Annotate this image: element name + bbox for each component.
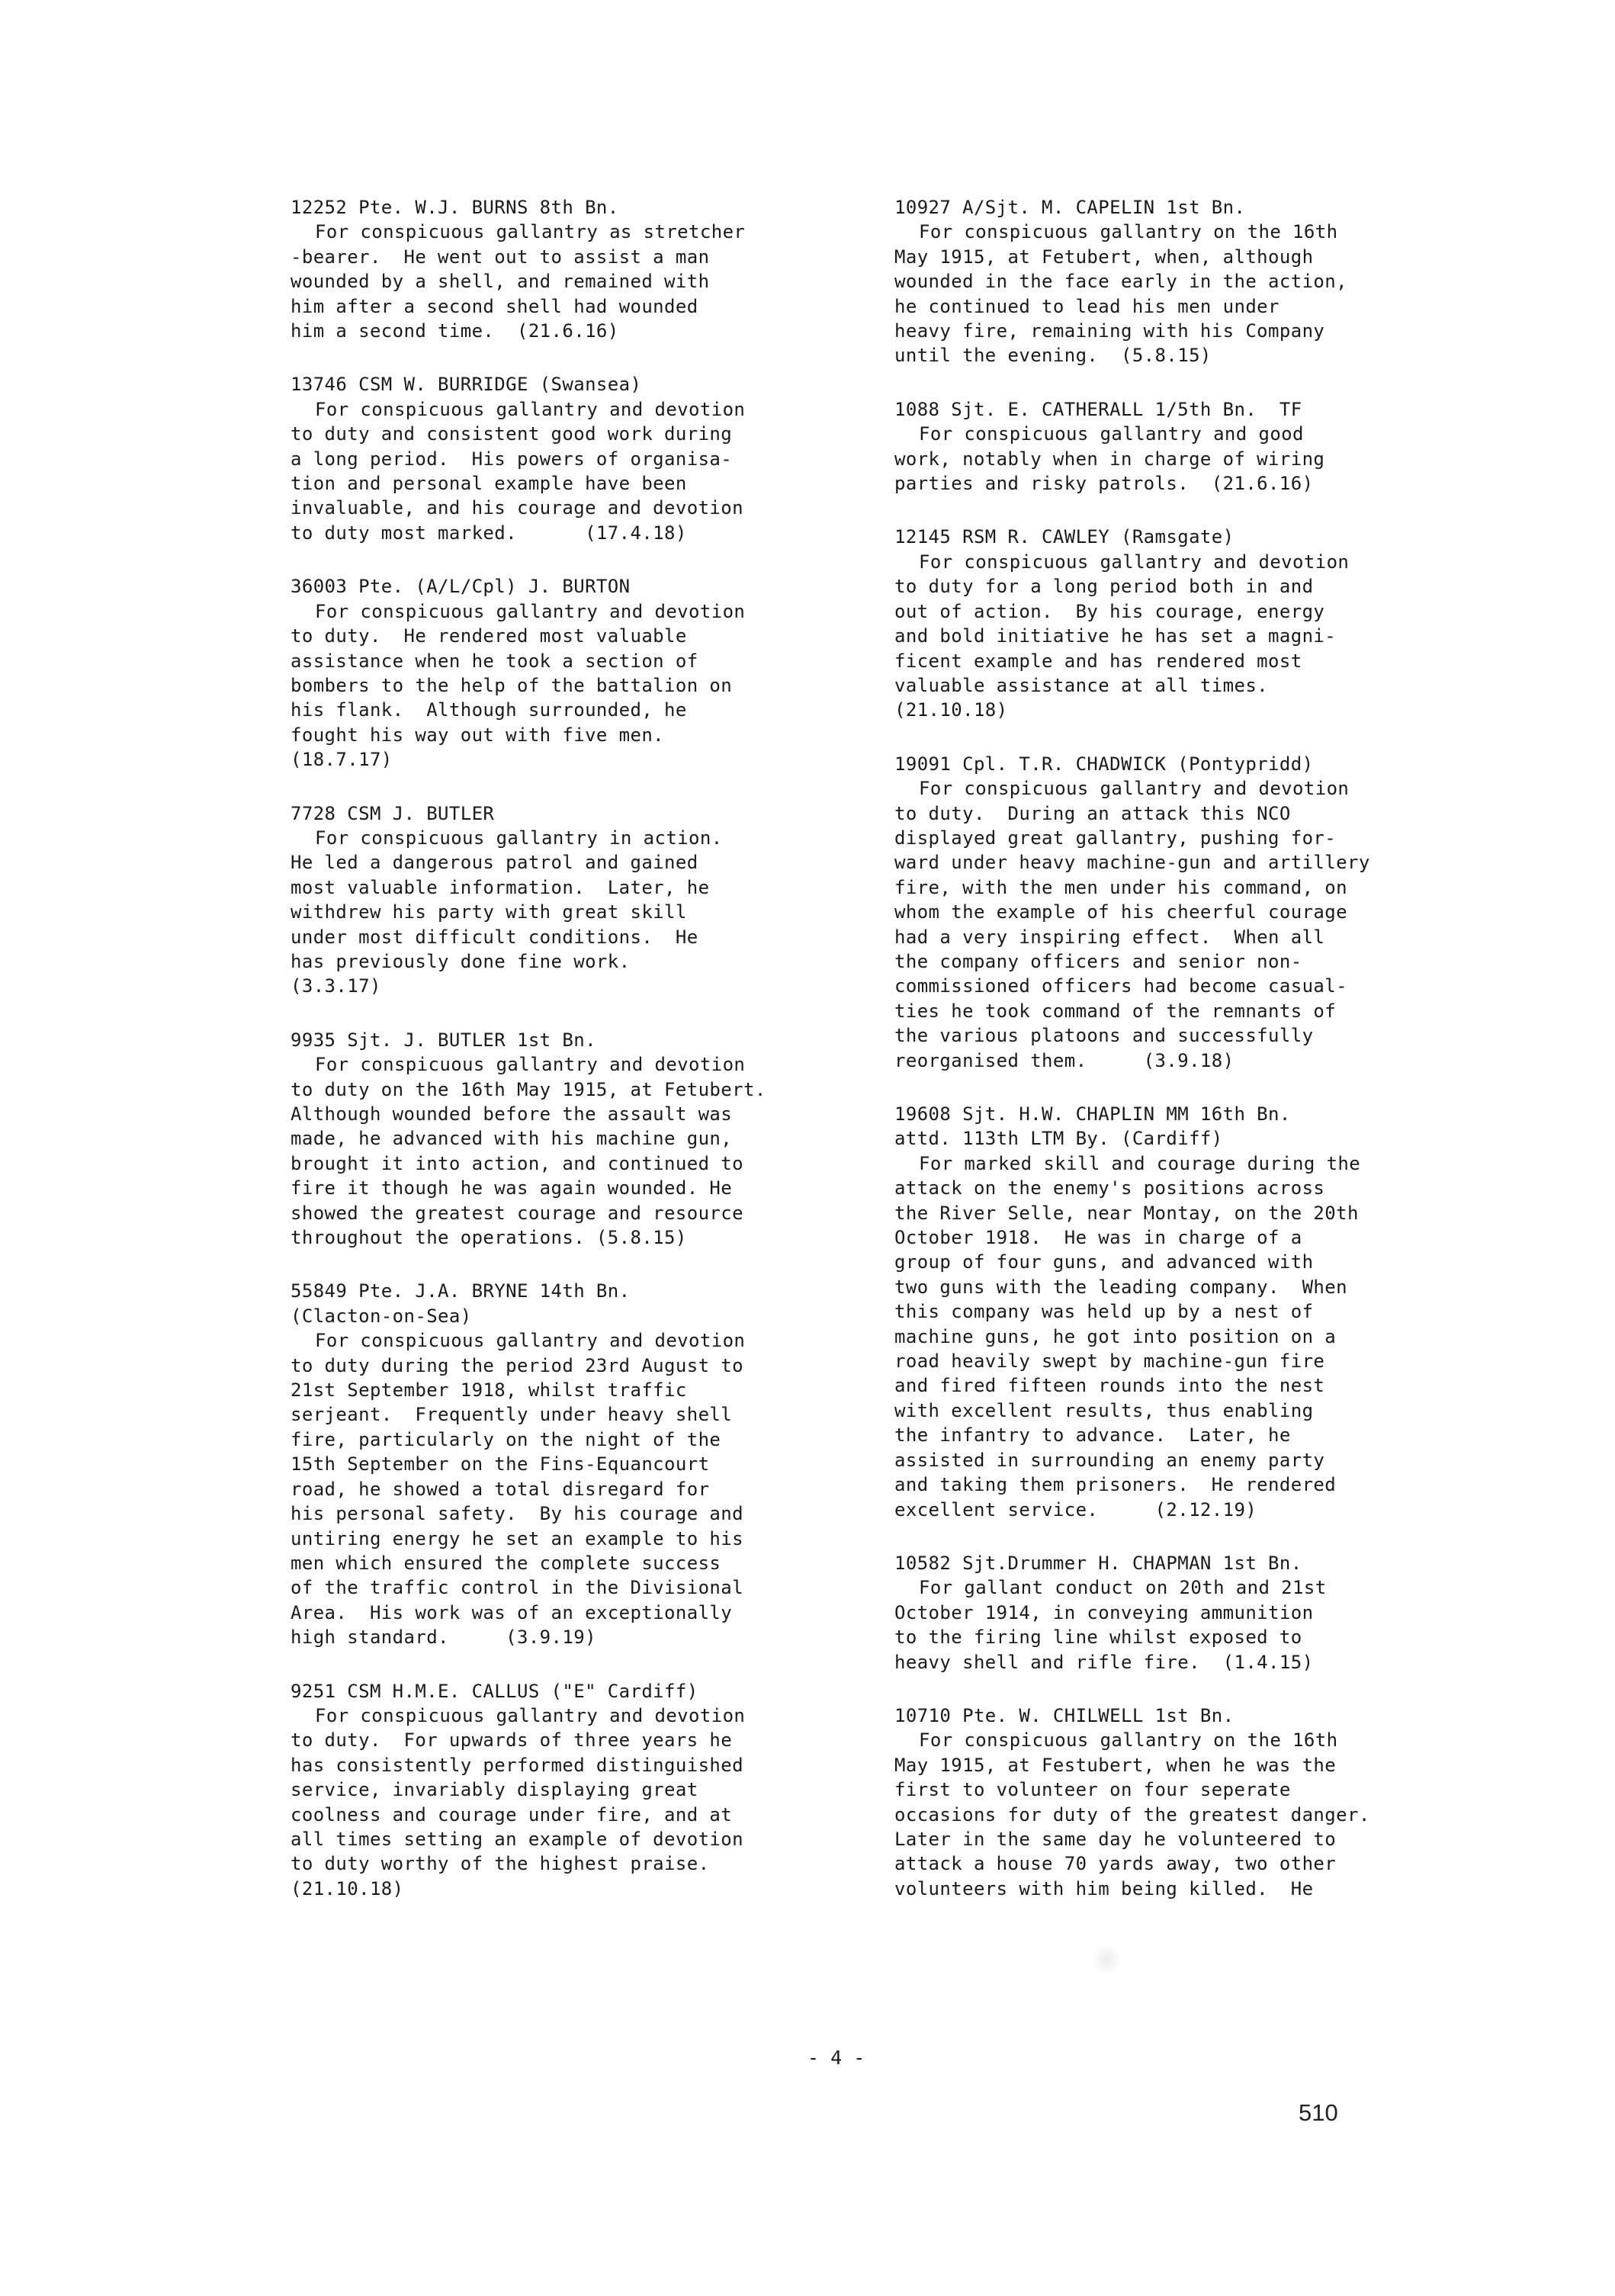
citation-text-line: he continued to lead his men under bbox=[894, 295, 1279, 317]
citation-text-line: whom the example of his cheerful courage bbox=[894, 901, 1347, 923]
citation-text-line: For conspicuous gallantry as stretcher bbox=[315, 221, 746, 243]
citation-heading: 9935 Sjt. J. BUTLER 1st Bn. bbox=[291, 1029, 596, 1051]
citation-text-line: coolness and courage under fire, and at bbox=[291, 1803, 733, 1826]
citation-text-line: For conspicuous gallantry on the 16th bbox=[919, 221, 1338, 243]
citation-heading: 10927 A/Sjt. M. CAPELIN 1st Bn. bbox=[894, 197, 1246, 218]
citation-heading: 13746 CSM W. BURRIDGE (Swansea) bbox=[291, 374, 642, 396]
citation-entry bbox=[291, 195, 870, 343]
citation-text-line: commissioned officers had become casual- bbox=[894, 975, 1347, 997]
citation-text-line: attack on the enemy's positions across bbox=[894, 1177, 1325, 1199]
citation-text-line: occasions for duty of the greatest danger. bbox=[894, 1803, 1370, 1826]
citation-text-line: bombers to the help of the battalion on bbox=[291, 674, 733, 696]
citation-text-line: fire, particularly on the night of the bbox=[291, 1428, 721, 1450]
citation-text-line: to duty for a long period both in and bbox=[894, 576, 1314, 598]
citation-text-line: ties he took command of the remnants of bbox=[894, 1000, 1337, 1022]
citation-text-line: of the traffic control in the Divisional bbox=[291, 1577, 743, 1599]
citation-text-line: group of four guns, and advanced with bbox=[894, 1251, 1314, 1273]
citation-text-line: fought his way out with five men. bbox=[291, 724, 665, 746]
citation-text-line: For conspicuous gallantry on the 16th bbox=[919, 1729, 1338, 1752]
citation-text-line: the River Selle, near Montay, on the 20th bbox=[894, 1202, 1359, 1224]
citation-entry bbox=[291, 801, 870, 999]
citation-text-line: fire it though he was again wounded. He bbox=[291, 1177, 733, 1199]
citation-text-line: to duty. He rendered most valuable bbox=[291, 625, 687, 647]
citation-text-line: Area. His work was of an exceptionally bbox=[291, 1601, 733, 1623]
citation-text-line: 15th September on the Fins-Equancourt bbox=[291, 1453, 710, 1476]
citation-text-line: a long period. His powers of organisa- bbox=[291, 448, 733, 470]
citation-text-line: two guns with the leading company. When bbox=[894, 1276, 1347, 1298]
citation-heading: 19608 Sjt. H.W. CHAPLIN MM 16th Bn. bbox=[894, 1103, 1291, 1125]
citation-heading: attd. 113th LTM By. (Cardiff) bbox=[894, 1128, 1223, 1150]
citation-text-line: excellent service. (2.12.19) bbox=[894, 1498, 1257, 1520]
citation-text-line: For marked skill and courage during the bbox=[919, 1152, 1361, 1174]
left-column bbox=[291, 195, 870, 1930]
citation-text-line: ficent example and has rendered most bbox=[894, 650, 1302, 672]
citation-entry bbox=[291, 1679, 870, 1902]
citation-heading: 10582 Sjt.Drummer H. CHAPMAN 1st Bn. bbox=[894, 1552, 1302, 1574]
citation-text-line: and bold initiative he has set a magni- bbox=[894, 625, 1337, 647]
citation-text-line: high standard. (3.9.19) bbox=[291, 1626, 596, 1649]
citation-text-line: to duty worthy of the highest praise. bbox=[291, 1853, 710, 1875]
citation-text-line: out of action. By his courage, energy bbox=[894, 600, 1325, 622]
citation-text-line: October 1918. He was in charge of a bbox=[894, 1227, 1302, 1249]
citation-entry bbox=[291, 1028, 870, 1251]
citation-text-line: (21.10.18) bbox=[894, 699, 1008, 721]
citation-text-line: has consistently performed distinguished bbox=[291, 1754, 743, 1776]
citation-text-line: parties and risky patrols. (21.6.16) bbox=[894, 473, 1314, 495]
citation-entry bbox=[894, 195, 1474, 368]
citation-text-line: May 1915, at Fetubert, when, although bbox=[894, 246, 1314, 268]
citation-text-line: this company was held up by a nest of bbox=[894, 1301, 1314, 1323]
citation-entry bbox=[291, 1279, 870, 1649]
citation-text-line: had a very inspiring effect. When all bbox=[894, 926, 1325, 948]
citation-text-line: tion and personal example have been bbox=[291, 473, 687, 495]
citation-text-line: Later in the same day he volunteered to bbox=[894, 1828, 1337, 1850]
citation-text-line: wounded by a shell, and remained with bbox=[291, 271, 710, 293]
citation-heading: 1088 Sjt. E. CATHERALL 1/5th Bn. TF bbox=[894, 398, 1302, 420]
citation-text-line: withdrew his party with great skill bbox=[291, 901, 687, 923]
citation-text-line: has previously done fine work. bbox=[291, 950, 631, 972]
citation-heading: 7728 CSM J. BUTLER bbox=[291, 802, 495, 824]
citation-text-line: wounded in the face early in the action, bbox=[894, 271, 1347, 293]
citation-heading: 19091 Cpl. T.R. CHADWICK (Pontypridd) bbox=[894, 753, 1314, 775]
citation-text-line: men which ensured the complete success bbox=[291, 1552, 721, 1574]
citation-text-line: under most difficult conditions. He bbox=[291, 926, 698, 948]
citation-text-line: displayed great gallantry, pushing for- bbox=[894, 827, 1337, 849]
citation-text-line: to duty on the 16th May 1915, at Fetubert. bbox=[291, 1078, 766, 1100]
citation-text-line: valuable assistance at all times. bbox=[894, 674, 1269, 696]
citation-text-line: untiring energy he set an example to his bbox=[291, 1527, 743, 1549]
citation-text-line: October 1914, in conveying ammunition bbox=[894, 1601, 1314, 1623]
citation-text-line: -bearer. He went out to assist a man bbox=[291, 246, 710, 268]
citation-entry bbox=[894, 525, 1474, 722]
citation-entry bbox=[894, 1102, 1474, 1522]
citation-text-line: the various platoons and successfully bbox=[894, 1025, 1314, 1047]
citation-text-line: For conspicuous gallantry and devotion bbox=[315, 1330, 746, 1352]
citation-text-line: with excellent results, thus enabling bbox=[894, 1399, 1314, 1421]
citation-text-line: For conspicuous gallantry and devotion bbox=[315, 1054, 746, 1076]
citation-heading: 36003 Pte. (A/L/Cpl) J. BURTON bbox=[291, 576, 631, 598]
citation-text-line: serjeant. Frequently under heavy shell bbox=[291, 1404, 733, 1426]
citation-heading: 12252 Pte. W.J. BURNS 8th Bn. bbox=[291, 197, 619, 218]
citation-text-line: Although wounded before the assault was bbox=[291, 1103, 733, 1125]
citation-text-line: him a second time. (21.6.16) bbox=[291, 320, 619, 342]
citation-heading: 9251 CSM H.M.E. CALLUS ("E" Cardiff) bbox=[291, 1680, 698, 1702]
citation-entry bbox=[291, 372, 870, 545]
citation-text-line: assisted in surrounding an enemy party bbox=[894, 1449, 1325, 1471]
citation-entry bbox=[894, 1704, 1474, 1901]
citation-text-line: road heavily swept by machine-gun fire bbox=[894, 1350, 1325, 1373]
citation-text-line: ward under heavy machine-gun and artillery bbox=[894, 852, 1370, 874]
citation-entry bbox=[894, 752, 1474, 1073]
citation-text-line: For gallant conduct on 20th and 21st bbox=[919, 1577, 1327, 1599]
citation-text-line: work, notably when in charge of wiring bbox=[894, 448, 1325, 470]
citation-text-line: the company officers and senior non- bbox=[894, 950, 1302, 972]
citation-heading: (Clacton-on-Sea) bbox=[291, 1305, 472, 1327]
right-column bbox=[894, 195, 1474, 1930]
citation-text-line: to duty most marked. (17.4.18) bbox=[291, 522, 687, 544]
citation-text-line: For conspicuous gallantry and devotion bbox=[919, 778, 1350, 800]
archive-number: 510 bbox=[1299, 2099, 1338, 2126]
citation-text-line: He led a dangerous patrol and gained bbox=[291, 852, 698, 874]
citation-text-line: attack a house 70 yards away, two other bbox=[894, 1853, 1337, 1875]
citation-text-line: made, he advanced with his machine gun, bbox=[291, 1128, 733, 1150]
citation-heading: 55849 Pte. J.A. BRYNE 14th Bn. bbox=[291, 1280, 631, 1302]
citation-text-line: showed the greatest courage and resource bbox=[291, 1202, 743, 1224]
citation-text-line: assistance when he took a section of bbox=[291, 650, 698, 672]
citation-entry bbox=[894, 1551, 1474, 1675]
citation-text-line: heavy fire, remaining with his Company bbox=[894, 320, 1325, 342]
citation-heading: 12145 RSM R. CAWLEY (Ramsgate) bbox=[894, 526, 1235, 548]
citation-text-line: to duty during the period 23rd August to bbox=[291, 1354, 743, 1376]
citation-entry bbox=[894, 397, 1474, 496]
citation-text-line: For conspicuous gallantry and devotion bbox=[315, 600, 746, 622]
citation-text-line: first to volunteer on four seperate bbox=[894, 1779, 1291, 1801]
citation-text-line: heavy shell and rifle fire. (1.4.15) bbox=[894, 1651, 1314, 1673]
citation-heading: 10710 Pte. W. CHILWELL 1st Bn. bbox=[894, 1704, 1235, 1726]
citation-text-line: For conspicuous gallantry and devotion bbox=[315, 398, 746, 420]
citation-text-line: (21.10.18) bbox=[291, 1877, 404, 1899]
citation-text-line: to the firing line whilst exposed to bbox=[894, 1626, 1302, 1649]
citation-text-line: him after a second shell had wounded bbox=[291, 295, 698, 317]
citation-text-line: volunteers with him being killed. He bbox=[894, 1877, 1314, 1899]
citation-text-line: May 1915, at Festubert, when he was the bbox=[894, 1754, 1337, 1776]
citation-text-line: machine guns, he got into position on a bbox=[894, 1325, 1337, 1347]
citation-text-line: (18.7.17) bbox=[291, 749, 393, 771]
citation-text-line: fire, with the men under his command, on bbox=[894, 876, 1347, 898]
citation-text-line: to duty. For upwards of three years he bbox=[291, 1729, 733, 1752]
citation-text-line: For conspicuous gallantry and good bbox=[919, 423, 1304, 445]
citation-text-line: 21st September 1918, whilst traffic bbox=[291, 1379, 687, 1402]
citation-text-line: most valuable information. Later, he bbox=[291, 876, 710, 898]
citation-text-line: his personal safety. By his courage and bbox=[291, 1503, 743, 1525]
citation-text-line: the infantry to advance. Later, he bbox=[894, 1424, 1291, 1447]
citation-text-line: all times setting an example of devotion bbox=[291, 1828, 743, 1850]
citation-text-line: service, invariably displaying great bbox=[291, 1779, 698, 1801]
citation-text-line: brought it into action, and continued to bbox=[291, 1152, 743, 1174]
citation-text-line: (3.3.17) bbox=[291, 975, 381, 997]
citation-text-line: reorganised them. (3.9.18) bbox=[894, 1049, 1235, 1071]
citation-text-line: his flank. Although surrounded, he bbox=[291, 699, 687, 721]
citation-text-line: road, he showed a total disregard for bbox=[291, 1478, 710, 1500]
citation-text-line: For conspicuous gallantry in action. bbox=[315, 827, 723, 849]
citation-text-line: to duty. During an attack this NCO bbox=[894, 802, 1291, 824]
citation-entry bbox=[291, 574, 870, 772]
paper-smudge bbox=[1090, 1946, 1123, 1973]
citation-text-line: throughout the operations. (5.8.15) bbox=[291, 1227, 687, 1249]
citation-text-line: invaluable, and his courage and devotion bbox=[291, 497, 743, 519]
citation-text-line: For conspicuous gallantry and devotion bbox=[919, 551, 1350, 573]
citation-text-line: For conspicuous gallantry and devotion bbox=[315, 1704, 746, 1726]
citation-text-line: to duty and consistent good work during bbox=[291, 423, 733, 445]
page-number: - 4 - bbox=[808, 2047, 865, 2069]
citation-text-line: until the evening. (5.8.15) bbox=[894, 345, 1212, 367]
citation-text-line: and fired fifteen rounds into the nest bbox=[894, 1375, 1325, 1397]
citation-text-line: and taking them prisoners. He rendered bbox=[894, 1474, 1337, 1496]
